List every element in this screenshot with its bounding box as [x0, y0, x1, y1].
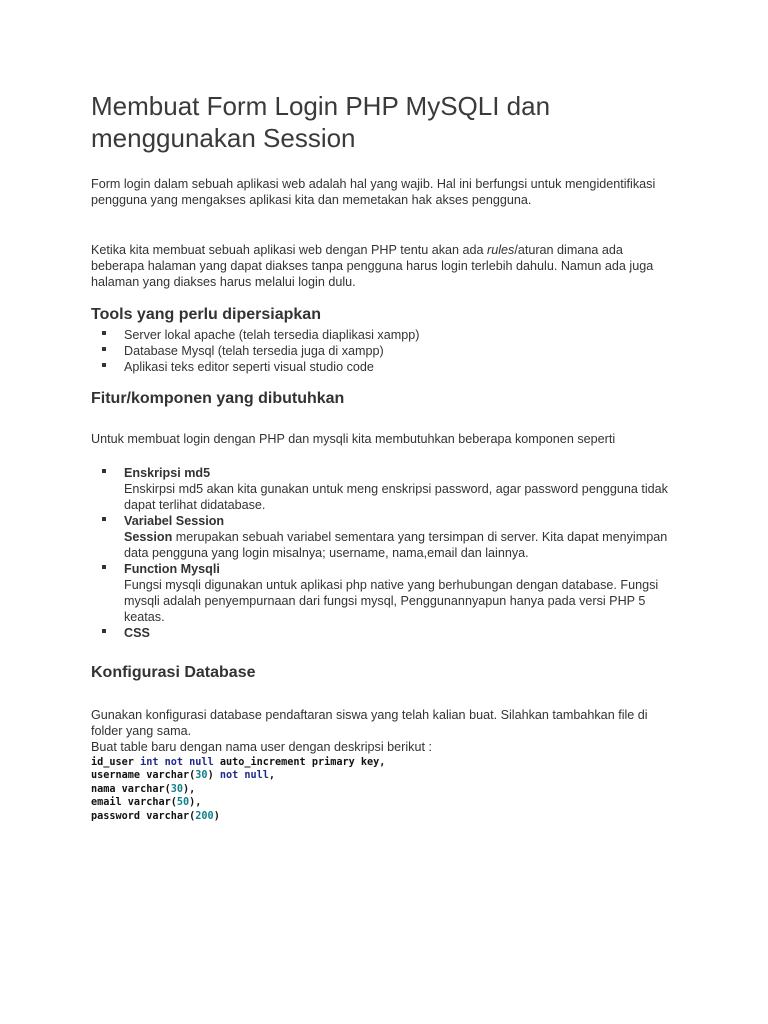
list-item-desc-bold: Session — [124, 530, 173, 544]
database-text-2: Buat table baru dengan nama user dengan deskripsi berikut : — [91, 740, 432, 754]
code-number: 200 — [195, 810, 214, 822]
title-line-2: menggunakan Session — [91, 123, 356, 153]
tools-heading: Tools yang perlu dipersiapkan — [91, 306, 321, 323]
code-line — [91, 810, 691, 823]
code-keyword: int not null — [140, 757, 214, 768]
bullet-icon — [102, 331, 106, 335]
list-item — [91, 625, 673, 641]
code-line — [91, 756, 691, 769]
code-token: ), — [183, 783, 196, 795]
tools-list — [91, 327, 691, 375]
database-text-1: Gunakan konfigurasi database pendaftaran siswa yang telah kalian buat. Silahkan tambahkan file di folder yang sama. — [91, 708, 648, 738]
bullet-icon — [102, 363, 106, 367]
bullet-icon — [102, 517, 106, 521]
page-title — [91, 90, 611, 154]
bullet-icon — [102, 629, 106, 633]
list-item-desc: Fungsi mysqli digunakan untuk aplikasi php native yang berhubungan dengan database. Fungsi mysqli adalah penyempurnaan dari fungsi mysql, Penggunannyapun hanya pada versi PHP 5 keatas. — [124, 578, 659, 624]
code-token: ), — [189, 797, 202, 809]
fitur-intro: Untuk membuat login dengan PHP dan mysqli kita membutuhkan beberapa komponen seperti — [91, 432, 616, 446]
code-token: password varchar( — [91, 810, 196, 822]
list-item — [91, 561, 673, 625]
list-item-title: Enskripsi md5 — [124, 466, 211, 480]
code-token: username varchar( — [91, 770, 196, 782]
code-keyword: not null — [219, 770, 269, 782]
rules-text-before: Ketika kita membuat sebuah aplikasi web dengan PHP tentu akan ada — [91, 243, 488, 257]
code-block — [91, 756, 691, 823]
list-item-title: Function Mysqli — [124, 562, 220, 576]
list-item — [91, 343, 691, 359]
code-line — [91, 783, 691, 796]
bullet-icon — [102, 347, 106, 351]
code-token: nama varchar( — [91, 783, 171, 795]
rules-text-after: /aturan dimana ada beberapa halaman yang dapat diakses tanpa pengguna harus login terlebih dahulu. Namun ada juga halaman yang diakses harus melalui login dulu. — [91, 243, 654, 289]
title-line-1: Membuat Form Login PHP MySQLI dan — [91, 91, 551, 121]
list-item — [91, 513, 673, 561]
code-token: auto_increment primary key, — [213, 757, 386, 768]
fitur-heading: Fitur/komponen yang dibutuhkan — [91, 390, 345, 407]
database-heading: Konfigurasi Database — [91, 664, 256, 681]
code-number: 50 — [176, 797, 190, 809]
list-item — [91, 359, 691, 375]
code-token: ) — [213, 810, 220, 822]
code-token: ) — [207, 770, 220, 782]
list-item-title: CSS — [124, 626, 150, 640]
code-token: id_user — [91, 757, 141, 768]
list-item-desc: Enskirpsi md5 akan kita gunakan untuk meng enskripsi password, agar password pengguna tidak dapat terlihat didatabase. — [124, 482, 668, 512]
code-token: , — [268, 770, 276, 782]
rules-italic: rules — [487, 243, 515, 257]
fitur-list — [91, 465, 673, 641]
list-item-text: Aplikasi teks editor seperti visual studio code — [124, 360, 374, 374]
document-page — [91, 90, 691, 823]
rules-paragraph — [91, 242, 663, 290]
list-item — [91, 327, 691, 343]
list-item-text: Database Mysql (telah tersedia juga di xampp) — [124, 344, 384, 358]
code-number: 30 — [195, 770, 208, 782]
list-item-title: Variabel Session — [124, 514, 225, 528]
bullet-icon — [102, 469, 106, 473]
intro-paragraph: Form login dalam sebuah aplikasi web adalah hal yang wajib. Hal ini berfungsi untuk mengidentifikasi pengguna yang mengakses aplikasi kita dan memetakan hak akses pengguna. — [91, 177, 656, 207]
code-number: 30 — [170, 783, 184, 795]
code-token: email varchar( — [91, 797, 177, 809]
bullet-icon — [102, 565, 106, 569]
list-item-text: Server lokal apache (telah tersedia diaplikasi xampp) — [124, 328, 420, 342]
code-line — [91, 796, 691, 809]
code-line — [91, 769, 691, 782]
list-item — [91, 465, 673, 513]
list-item-desc: merupakan sebuah variabel sementara yang tersimpan di server. Kita dapat menyimpan data pengguna yang login misalnya; username, nama,email dan lainnya. — [124, 530, 668, 560]
